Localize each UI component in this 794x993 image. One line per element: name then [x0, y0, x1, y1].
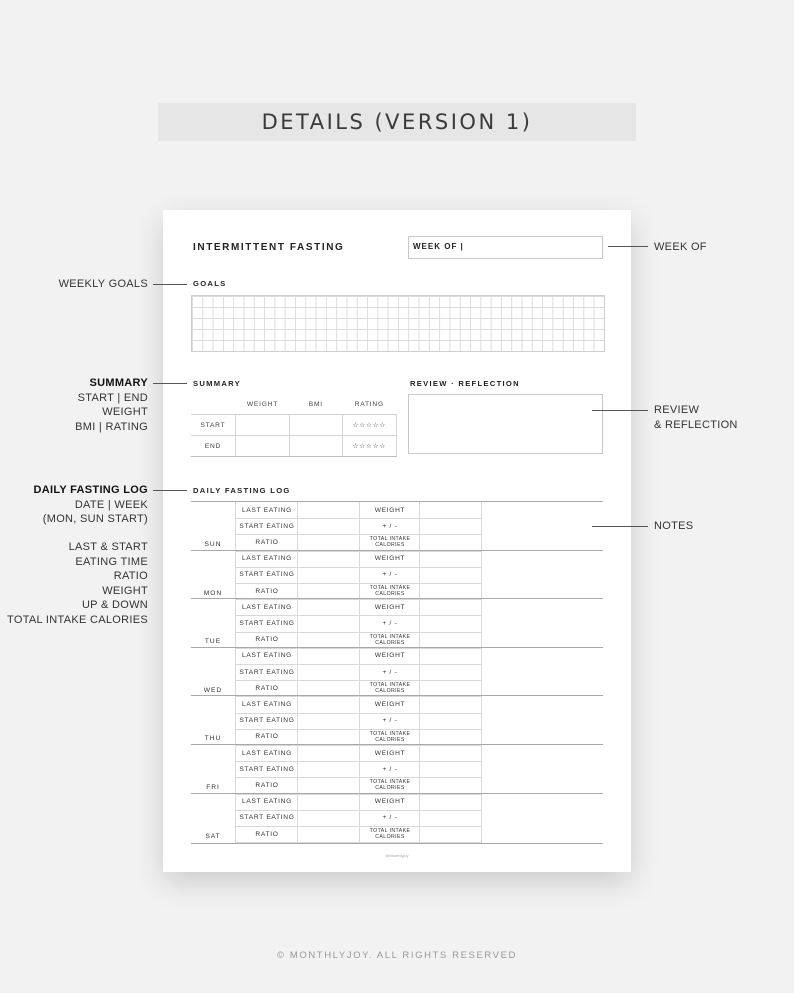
annotation-summary-line: START | END: [77, 391, 148, 404]
log-row-label: START EATING: [235, 810, 298, 827]
log-value-cell[interactable]: [297, 615, 360, 632]
leader-line: [153, 383, 187, 384]
log-row-label: RATIO: [235, 632, 298, 649]
day-block: [191, 501, 603, 551]
leader-line: [608, 246, 648, 247]
day-block: [191, 695, 603, 745]
log-row-label: + / -: [359, 664, 420, 681]
log-row-label: WEIGHT: [359, 599, 420, 616]
log-row-label: START EATING: [235, 761, 298, 778]
log-value-cell[interactable]: [419, 745, 482, 762]
log-value-cell[interactable]: [419, 518, 482, 535]
summary-label: SUMMARY: [193, 379, 242, 388]
banner-title: DETAILS (VERSION 1): [261, 110, 533, 134]
log-row-label: LAST EATING: [235, 551, 298, 568]
summary-table: [191, 394, 397, 457]
summary-cell[interactable]: [290, 415, 343, 436]
notes-divider: [481, 599, 482, 647]
annotation-log-line: DATE | WEEK: [74, 498, 148, 511]
log-row-label: TOTAL INTAKE CALORIES: [359, 729, 420, 746]
annotation-summary: [20, 376, 148, 434]
rating-stars[interactable]: ☆☆☆☆☆: [342, 436, 396, 457]
annotation-notes: NOTES: [654, 520, 694, 532]
annotation-review-line: REVIEW: [654, 404, 700, 416]
log-value-cell[interactable]: [419, 599, 482, 616]
log-value-cell[interactable]: [297, 648, 360, 665]
annotation-summary-title: SUMMARY: [89, 377, 148, 389]
log-row-label: TOTAL INTAKE CALORIES: [359, 632, 420, 649]
log-value-cell[interactable]: [419, 567, 482, 584]
annotation-log-details: [6, 540, 148, 627]
log-row-label: + / -: [359, 615, 420, 632]
day-name: SUN: [204, 541, 222, 548]
page-title: INTERMITTENT FASTING: [193, 242, 345, 253]
footer-copyright: © MONTHLYJOY. ALL RIGHTS RESERVED: [277, 950, 517, 961]
log-value-cell[interactable]: [297, 664, 360, 681]
log-row-label: TOTAL INTAKE CALORIES: [359, 583, 420, 600]
log-row-label: + / -: [359, 518, 420, 535]
log-value-cell[interactable]: [297, 502, 360, 519]
log-row-label: LAST EATING: [235, 648, 298, 665]
log-row-label: RATIO: [235, 534, 298, 551]
goals-grid[interactable]: [191, 295, 605, 352]
summary-row-start: START: [191, 415, 235, 436]
log-value-cell[interactable]: [297, 518, 360, 535]
log-row-label: + / -: [359, 567, 420, 584]
notes-divider: [481, 745, 482, 793]
annotation-log-detail: TOTAL INTAKE CALORIES: [7, 613, 148, 626]
planner-page: [163, 210, 631, 872]
rating-stars[interactable]: ☆☆☆☆☆: [342, 415, 396, 436]
annotation-log-detail: UP & DOWN: [81, 599, 148, 611]
log-value-cell[interactable]: [297, 761, 360, 778]
log-row-label: WEIGHT: [359, 696, 420, 713]
log-value-cell[interactable]: [419, 648, 482, 665]
log-row-label: TOTAL INTAKE CALORIES: [359, 534, 420, 551]
annotation-log-title: DAILY FASTING LOG: [33, 484, 148, 496]
annotation-log-line: (MON, SUN START): [42, 513, 148, 525]
log-value-cell[interactable]: [419, 502, 482, 519]
annotation-log-detail: WEIGHT: [102, 584, 148, 597]
annotation-weekly-goals: WEEKLY GOALS: [58, 278, 148, 290]
log-row-label: WEIGHT: [359, 502, 420, 519]
log-row-label: RATIO: [235, 777, 298, 794]
log-row-label: START EATING: [235, 615, 298, 632]
annotation-log-detail: RATIO: [113, 570, 148, 582]
annotation-summary-line: WEIGHT: [102, 406, 148, 418]
annotation-week-of: WEEK OF: [654, 241, 707, 253]
log-value-cell[interactable]: [297, 696, 360, 713]
goals-label: GOALS: [193, 279, 227, 288]
log-value-cell[interactable]: [419, 696, 482, 713]
log-value-cell[interactable]: [297, 567, 360, 584]
log-row-label: + / -: [359, 713, 420, 730]
log-value-cell[interactable]: [297, 826, 360, 843]
log-value-cell[interactable]: [419, 794, 482, 811]
log-row-label: WEIGHT: [359, 794, 420, 811]
log-value-cell[interactable]: [419, 713, 482, 730]
leader-line: [592, 410, 648, 411]
log-row-label: RATIO: [235, 583, 298, 600]
annotation-log-detail: EATING TIME: [75, 555, 148, 568]
summary-cell[interactable]: [290, 436, 343, 457]
log-row-label: TOTAL INTAKE CALORIES: [359, 826, 420, 843]
week-of-label: WEEK OF |: [413, 242, 464, 251]
day-block: [191, 550, 603, 600]
log-value-cell[interactable]: [419, 810, 482, 827]
day-block: [191, 598, 603, 648]
log-row-label: START EATING: [235, 518, 298, 535]
log-row-label: RATIO: [235, 729, 298, 746]
log-row-label: WEIGHT: [359, 648, 420, 665]
day-name: MON: [203, 589, 223, 597]
log-value-cell[interactable]: [297, 551, 360, 568]
annotation-log-detail: LAST & START: [68, 541, 148, 553]
log-row-label: TOTAL INTAKE CALORIES: [359, 777, 420, 794]
log-value-cell[interactable]: [419, 664, 482, 681]
log-row-label: RATIO: [235, 680, 298, 697]
page-copyright: @Monthlyjoy: [385, 853, 409, 858]
log-row-label: LAST EATING: [235, 696, 298, 713]
daily-log-label: DAILY FASTING LOG: [193, 486, 291, 495]
day-name: SAT: [205, 832, 221, 840]
annotation-review: [654, 403, 738, 432]
summary-cell[interactable]: [235, 415, 289, 436]
log-value-cell[interactable]: [419, 826, 482, 843]
leader-line: [592, 526, 648, 527]
notes-divider: [481, 502, 482, 550]
log-row-label: + / -: [359, 761, 420, 778]
log-row-label: WEIGHT: [359, 745, 420, 762]
log-row-label: LAST EATING: [235, 745, 298, 762]
log-row-label: LAST EATING: [235, 794, 298, 811]
log-row-label: TOTAL INTAKE CALORIES: [359, 680, 420, 697]
day-name: THU: [204, 735, 222, 743]
notes-divider: [481, 696, 482, 744]
week-of-field[interactable]: [408, 236, 603, 259]
log-value-cell[interactable]: [419, 615, 482, 632]
log-value-cell[interactable]: [419, 551, 482, 568]
day-block: [191, 744, 603, 794]
annotation-review-line: & REFLECTION: [654, 418, 738, 431]
day-name: TUE: [204, 638, 222, 646]
log-row-label: RATIO: [235, 826, 298, 843]
log-value-cell[interactable]: [297, 794, 360, 811]
day-name: FRI: [206, 784, 220, 791]
log-row-label: LAST EATING: [235, 502, 298, 519]
log-value-cell[interactable]: [297, 599, 360, 616]
day-block: [191, 793, 603, 844]
summary-row-end: END: [191, 436, 235, 457]
notes-divider: [481, 648, 482, 696]
log-value-cell[interactable]: [419, 761, 482, 778]
review-box[interactable]: [408, 394, 603, 454]
leader-line: [153, 490, 187, 491]
log-value-cell[interactable]: [297, 810, 360, 827]
annotation-summary-line: BMI | RATING: [75, 420, 148, 433]
log-row-label: START EATING: [235, 664, 298, 681]
summary-cell[interactable]: [235, 436, 289, 457]
log-value-cell[interactable]: [297, 713, 360, 730]
log-row-label: LAST EATING: [235, 599, 298, 616]
details-banner: [158, 103, 636, 141]
leader-line: [153, 284, 187, 285]
notes-divider: [481, 794, 482, 842]
log-row-label: WEIGHT: [359, 551, 420, 568]
summary-header-bmi: BMI: [308, 400, 323, 408]
day-name: WED: [203, 686, 223, 694]
log-row-label: START EATING: [235, 567, 298, 584]
annotation-log: [10, 483, 148, 527]
notes-divider: [481, 551, 482, 599]
log-value-cell[interactable]: [297, 745, 360, 762]
summary-header-weight: WEIGHT: [246, 400, 279, 408]
review-label: REVIEW · REFLECTION: [410, 379, 520, 388]
log-row-label: + / -: [359, 810, 420, 827]
summary-header-rating: RATING: [354, 400, 384, 408]
log-row-label: START EATING: [235, 713, 298, 730]
day-block: [191, 647, 603, 697]
